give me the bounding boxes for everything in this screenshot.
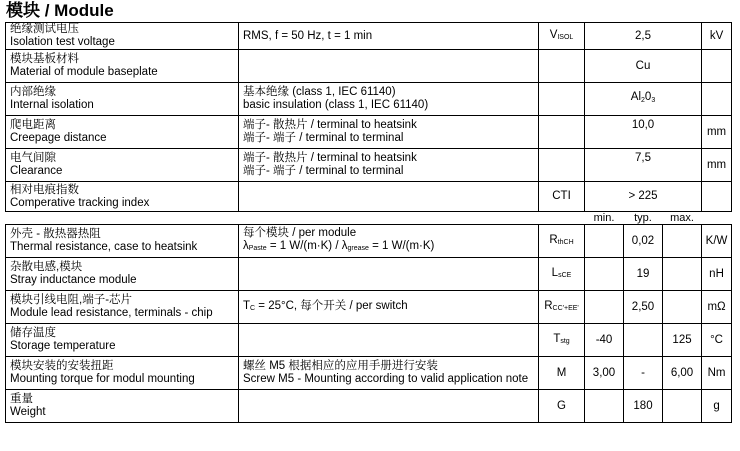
value-max	[663, 225, 702, 258]
unit: mΩ	[702, 291, 732, 324]
condition: RMS, f = 50 Hz, t = 1 min	[243, 29, 373, 42]
table-row	[6, 291, 732, 324]
value-typ: 19	[624, 258, 663, 291]
section-title: 模块 / Module	[6, 1, 114, 20]
table-row	[6, 50, 732, 83]
table-row	[6, 225, 732, 258]
symbol: $L_{sCE}$	[539, 258, 585, 291]
table-row	[6, 149, 732, 182]
module-spec-table	[5, 22, 732, 423]
table-row	[6, 390, 732, 423]
value-typ: Cu	[585, 50, 702, 83]
param-name-cn: 储存温度	[10, 327, 56, 339]
condition: $T_C = 25^\circ C$, 每个开关 / per switch	[239, 291, 539, 324]
condition: 端子- 散热片 / terminal to heatsink	[243, 152, 417, 164]
value-typ: -	[624, 357, 663, 390]
param-name-en: Storage temperature	[10, 340, 116, 352]
value-typ: 2,5	[585, 23, 702, 50]
symbol: $R_{CC'+EE'}$	[539, 291, 585, 324]
condition: 端子- 端子 / terminal to terminal	[243, 165, 404, 177]
condition: 端子- 端子 / terminal to terminal	[243, 132, 404, 144]
value-min	[585, 390, 624, 423]
value-typ: > 225	[585, 182, 702, 212]
param-name-en: Module lead resistance, terminals - chip	[10, 307, 213, 319]
value-typ: $Al_20_3$	[585, 83, 702, 116]
param-name-cn: 绝缘测试电压	[10, 23, 79, 35]
value-typ: 0,02	[624, 225, 663, 258]
param-name-cn: 爬电距离	[10, 119, 56, 131]
symbol: $R_{thCH}$	[539, 225, 585, 258]
condition: basic insulation (class 1, IEC 61140)	[243, 99, 429, 111]
condition: $\lambda_{Paste} = 1$ $W/(m\cdot K) / \lambda_{grease} = 1$ W/(m·K)	[243, 240, 435, 252]
column-header-row	[6, 212, 732, 225]
value-max	[663, 291, 702, 324]
symbol: $V_{ISOL}$	[539, 23, 585, 50]
table-row	[6, 357, 732, 390]
value-max: 6,00	[663, 357, 702, 390]
unit: kV	[702, 23, 732, 50]
condition: Screw M5 - Mounting according to valid application note	[243, 373, 529, 385]
value-max	[663, 258, 702, 291]
condition: 端子- 散热片 / terminal to heatsink	[243, 119, 417, 131]
param-name-en: Internal isolation	[10, 99, 94, 111]
param-name-cn: 模块引线电阻,端子-芯片	[10, 294, 133, 306]
unit: g	[702, 390, 732, 423]
symbol: G	[539, 390, 585, 423]
value-typ: 180	[624, 390, 663, 423]
condition: 每个模块 / per module	[243, 227, 357, 239]
value-typ: 7,5	[585, 149, 702, 182]
param-name-cn: 模块基板材料	[10, 53, 79, 65]
table-row	[6, 23, 732, 50]
value-max	[663, 390, 702, 423]
table-row	[6, 116, 732, 149]
unit: Nm	[702, 357, 732, 390]
unit: mm	[702, 116, 732, 149]
param-name-en: Clearance	[10, 165, 63, 177]
table-row	[6, 83, 732, 116]
param-name-en: Isolation test voltage	[10, 36, 115, 48]
unit: °C	[702, 324, 732, 357]
header-min: min.	[593, 212, 615, 224]
param-name-cn: 电气间隙	[10, 152, 56, 164]
param-name-cn: 外壳 - 散热器热阻	[10, 228, 101, 240]
unit: nH	[702, 258, 732, 291]
value-min	[585, 291, 624, 324]
value-typ	[624, 324, 663, 357]
table-row	[6, 258, 732, 291]
condition: 螺丝 M5 根据相应的应用手册进行安装	[243, 360, 438, 372]
value-typ: 10,0	[585, 116, 702, 149]
param-name-cn: 重量	[10, 393, 33, 405]
table-row	[6, 182, 732, 212]
value-typ: 2,50	[624, 291, 663, 324]
symbol: M	[539, 357, 585, 390]
param-name-cn: 杂散电感,模块	[10, 261, 83, 273]
param-name-en: Comperative tracking index	[10, 196, 150, 209]
param-name-en: Thermal resistance, case to heatsink	[10, 241, 198, 253]
condition: 基本绝缘 (class 1, IEC 61140)	[243, 86, 396, 98]
value-min	[585, 225, 624, 258]
param-name-en: Material of module baseplate	[10, 66, 158, 78]
param-name-cn: 相对电痕指数	[10, 183, 79, 196]
param-name-en: Creepage distance	[10, 132, 107, 144]
param-name-en: Weight	[10, 406, 46, 418]
param-name-en: Mounting torque for modul mounting	[10, 373, 195, 385]
symbol: CTI	[539, 182, 585, 212]
unit: mm	[702, 149, 732, 182]
value-min: -40	[585, 324, 624, 357]
unit: K/W	[702, 225, 732, 258]
value-max: 125	[663, 324, 702, 357]
header-typ: typ.	[634, 212, 652, 224]
symbol: $T_{stg}$	[539, 324, 585, 357]
param-name-en: Stray inductance module	[10, 274, 137, 286]
value-min	[585, 258, 624, 291]
param-name-cn: 内部绝缘	[10, 86, 56, 98]
header-max: max.	[670, 212, 694, 224]
value-min: 3,00	[585, 357, 624, 390]
table-row	[6, 324, 732, 357]
param-name-cn: 模块安装的安装扭距	[10, 360, 114, 372]
